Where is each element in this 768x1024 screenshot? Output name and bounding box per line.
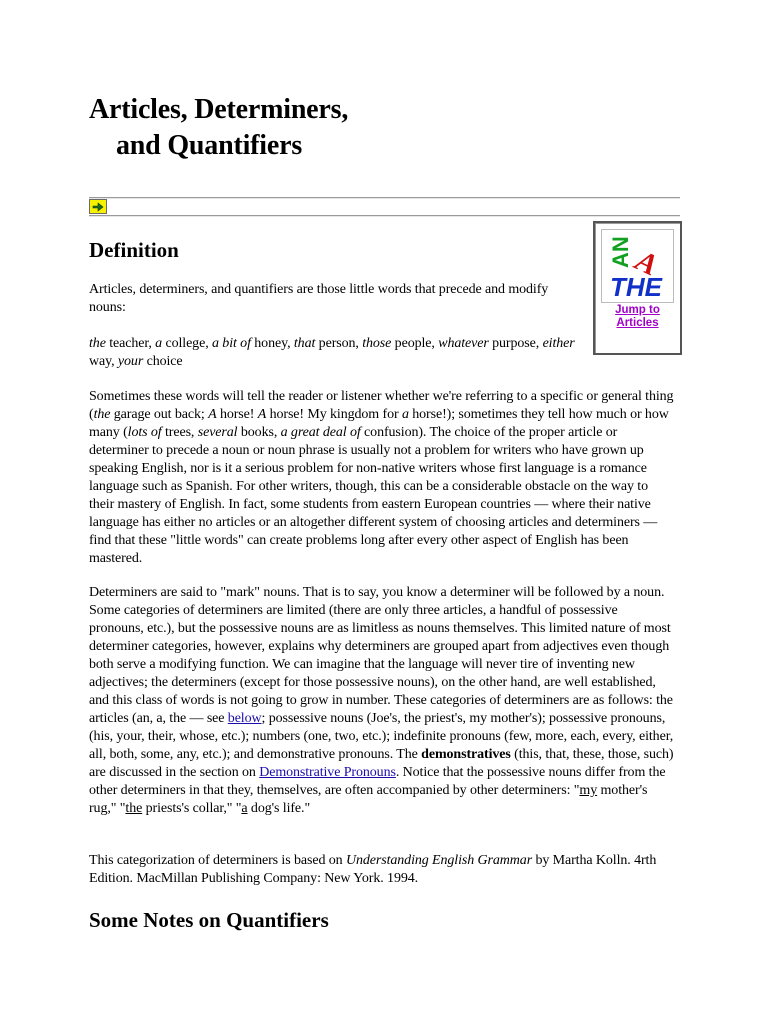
text: mother's rug," ": [89, 783, 648, 816]
text: horse!: [216, 407, 258, 422]
examples-line: [89, 335, 589, 371]
demonstratives-bold: demonstratives: [421, 747, 511, 762]
example-rest-4: person,: [315, 336, 363, 351]
book-title: Understanding English Grammar: [345, 853, 533, 868]
example-rest-5: people,: [391, 336, 439, 351]
italic-term: a: [401, 407, 409, 422]
next-page-arrow-icon[interactable]: [89, 199, 107, 214]
definition-heading: Definition: [89, 238, 179, 262]
text: dog's life.": [247, 801, 311, 816]
text: by Martha Kolln. 4rth Edition. MacMillan Publishing Company: New York. 1994.: [89, 853, 657, 886]
text: garage out back;: [110, 407, 209, 422]
jump-to-line: Jump to: [615, 304, 660, 316]
example-det-6: whatever: [438, 336, 489, 351]
logo-an-text: AN: [608, 236, 633, 268]
logo-a-text: A: [630, 243, 663, 283]
jump-to-articles-link[interactable]: [595, 304, 680, 330]
text: trees,: [161, 425, 198, 440]
text: Determiners are said to "mark" nouns. That is to say, you know a determiner will be followed by a noun. Some categories of determiners are limited (there are only three articles, a handful of possessive pronouns, etc.), but the possessive nouns are as limitless as nouns themselves. This limited nature of most determiner categories, however, explains why determiners are grouped apart from adjectives even though both serve a modifying function. We can imagine that the language will never tire of inventing new adjectives; the determiners (except for those possessive nouns), on the other hand, are well established, and this class of words is not going to grow in number. These categories of determiners are as follows: the articles (an, a, the — see: [89, 585, 673, 726]
example-rest-3: honey,: [250, 336, 294, 351]
top-divider: [89, 197, 680, 199]
italic-term: lots of: [127, 425, 162, 440]
example-det-5: those: [362, 336, 392, 351]
italic-term: A: [208, 407, 217, 422]
example-rest-8: choice: [143, 354, 183, 369]
text: . Notice that the possessive nouns differ from the other determiners in that they, themselves, are often accompanied by other determiners: ": [89, 765, 666, 798]
example-rest-6: purpose,: [488, 336, 543, 351]
text: Sometimes these words will tell the reader or listener whether we're referring to a specific or general thing (: [89, 389, 674, 422]
text: priests's collar," ": [142, 801, 242, 816]
text: confusion). The choice of the proper article or determiner to precede a noun or noun phrase is usually not a problem for writers who have grown up speaking English, nor is it a serious problem for non-native writers whose first language is a romance language such as Spanish. For other writers, though, this can be a considerable obstacle on the way to their mastery of English. In fact, some students from eastern European countries — where their native language has either no articles or an altogether different system of choosing articles and determiners — find that these "little words" can create problems long after every other aspect of English has been mastered.: [89, 425, 658, 566]
example-det-2: a: [155, 336, 163, 351]
title-line-2: and Quantifiers: [116, 130, 303, 161]
articles-sidebar-box: [593, 221, 682, 355]
citation-paragraph: [89, 852, 675, 888]
definition-paragraph: Articles, determiners, and quantifiers are those little words that precede and modify nouns:: [89, 282, 549, 315]
demonstrative-pronouns-link[interactable]: Demonstrative Pronouns: [259, 765, 396, 780]
arrow-glyph: [92, 202, 104, 212]
example-det-7: either: [542, 336, 575, 351]
italic-term: A: [257, 407, 267, 422]
text: horse! My kingdom for: [266, 407, 402, 422]
example-rest-2: college,: [162, 336, 212, 351]
italic-term: several: [197, 425, 238, 440]
bottom-divider: [89, 215, 680, 217]
example-rest-1: teacher,: [105, 336, 156, 351]
text: ; possessive nouns (Joe's, the priest's, my mother's); possessive pronouns, (his, your, their, whose, etc.); numbers (one, two, etc.); indefinite pronouns (few, more, each, every, either, all, both, some, any, etc.); and demonstrative pronouns. The: [89, 711, 674, 762]
example-det-3: a bit of: [212, 336, 251, 351]
example-rest-7: way,: [89, 354, 118, 369]
example-det-4: that: [293, 336, 316, 351]
intro-paragraph: [89, 388, 675, 568]
italic-term: a great deal of: [280, 425, 361, 440]
underlined-term: the: [125, 801, 143, 816]
text: horse!); sometimes they tell how much or how many (: [89, 407, 669, 440]
text: (this, that, these, those, such) are discussed in the section on: [89, 747, 674, 780]
italic-term: the: [93, 407, 111, 422]
underlined-term: a: [241, 801, 248, 816]
quantifiers-heading: Some Notes on Quantifiers: [89, 908, 329, 932]
text: This categorization of determiners is based on: [89, 853, 346, 868]
example-det-8: your: [117, 354, 144, 369]
logo-graphic: [602, 230, 673, 302]
below-link[interactable]: below: [227, 711, 262, 726]
page-title: [89, 92, 348, 164]
text: books,: [237, 425, 281, 440]
an-a-the-logo: [601, 229, 674, 303]
logo-the-text: THE: [610, 272, 662, 302]
articles-line: Articles: [616, 317, 659, 329]
title-line-1: Articles, Determiners,: [89, 94, 349, 125]
determiners-paragraph: [89, 584, 675, 818]
underlined-term: my: [579, 783, 598, 798]
example-det-1: the: [89, 336, 106, 351]
